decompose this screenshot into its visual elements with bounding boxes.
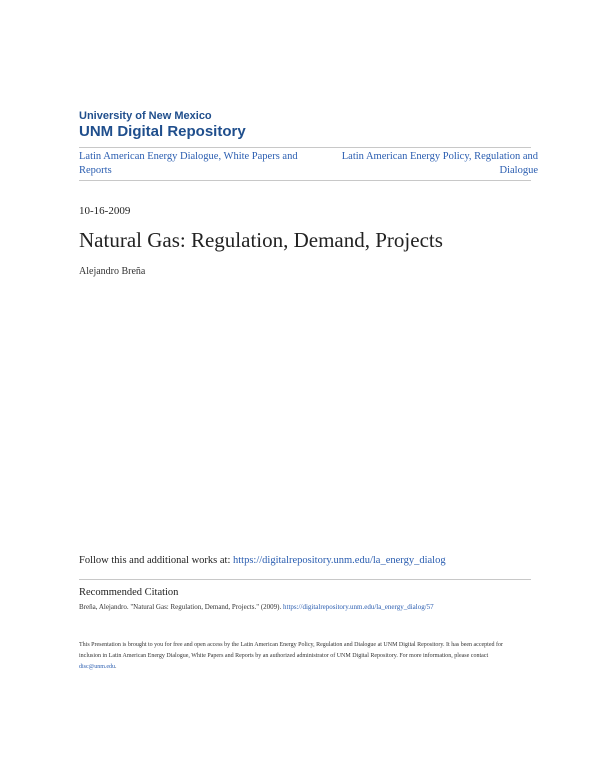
institution-header xyxy=(79,110,246,141)
university-name: University of New Mexico xyxy=(79,110,212,122)
citation-divider xyxy=(79,579,531,580)
citation-link[interactable]: https://digitalrepository.unm.edu/la_energy_dialog/57 xyxy=(283,603,434,611)
citation-text xyxy=(79,603,434,611)
access-notice xyxy=(79,640,519,673)
citation-heading: Recommended Citation xyxy=(79,587,179,598)
notice-end: . xyxy=(115,664,117,670)
collections-divider xyxy=(79,180,531,181)
collection-link-right[interactable]: Latin American Energy Policy, Regulation and Dialogue xyxy=(341,151,538,176)
follow-link[interactable]: https://digitalrepository.unm.edu/la_energy_dialog xyxy=(233,555,446,566)
follow-label: Follow this and additional works at: xyxy=(79,555,233,566)
author-name: Alejandro Breña xyxy=(79,266,146,277)
citation-body: Breña, Alejandro. "Natural Gas: Regulation, Demand, Projects." (2009). xyxy=(79,603,283,611)
follow-line xyxy=(79,555,446,566)
top-divider xyxy=(79,147,531,148)
collection-link-left[interactable]: Latin American Energy Dialogue, White Papers and Reports xyxy=(79,151,298,176)
publication-date: 10-16-2009 xyxy=(79,205,131,217)
document-title[interactable]: Natural Gas: Regulation, Demand, Projects xyxy=(79,228,443,252)
contact-email-link[interactable]: disc@unm.edu xyxy=(79,664,116,670)
repository-name[interactable]: UNM Digital Repository xyxy=(79,123,246,140)
notice-body: This Presentation is brought to you for free and open access by the Latin American Energy Policy, Regulation and Dialogue at UNM Digital Repository. It has been accepted for inclusion in Latin American Energy Dialogue, White Papers and Reports by an authorized administrator of UNM Digital Repository. For more information, please contact xyxy=(79,642,503,659)
